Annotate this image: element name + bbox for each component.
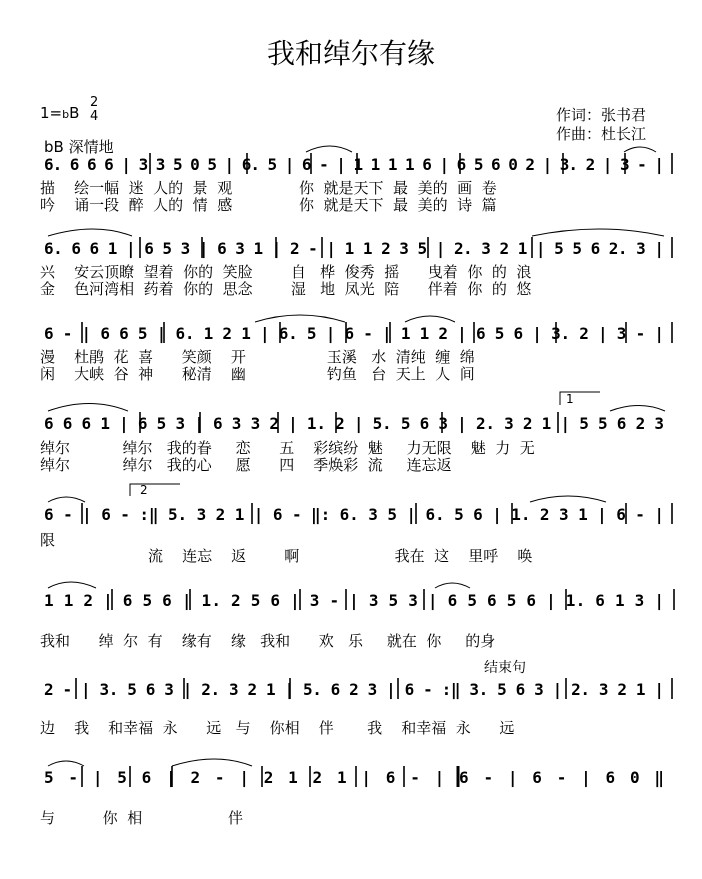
volta-1-label: 1 xyxy=(566,392,574,406)
lyric-line-4: 金 色河湾相 药着 你的 思念 湿 地 凤光 陪 伴着 你 的 悠 xyxy=(40,280,532,298)
lyric-line-1: 描 绘一幅 迷 人的 景 观 你 就是天下 最 美的 画 卷 xyxy=(40,179,497,197)
lyric-line-12: 边 我 和幸福 永 远 与 你相 伴 我 和幸福 永 远 xyxy=(40,719,515,737)
lyric-line-10: 流 连忘 返 啊 我在 这 里呼 唤 xyxy=(148,547,533,565)
time-denominator: 4 xyxy=(90,109,99,124)
lyric-line-2: 吟 诵一段 醉 人的 情 感 你 就是天下 最 美的 诗 篇 xyxy=(40,196,497,214)
lyric-line-11: 我和 绰 尔 有 缘有 缘 我和 欢 乐 就在 你 的身 xyxy=(40,632,496,650)
staff-row-2: 6. 6 6 1 | 6 5 3 | 6 3 1 | 2 - | 1 1 2 3 5 | 2. 3 2 1 | 5 5 6 2. 3 | xyxy=(44,239,664,258)
lyric-line-9: 限 xyxy=(40,531,56,549)
key-flat: b xyxy=(62,108,70,121)
lyric-line-7: 绰尔 绰尔 我的眷 恋 五 彩缤纷 魅 力无限 魅 力 无 xyxy=(40,439,535,457)
lyricist-credit: 作词：张书君 xyxy=(556,106,647,124)
staff-row-1: 6. 6 6 6 | 3 3 5 0 5 | 6. 5 | 6 - | 1 1 1 1 6 | 6 5 6 0 2 | 3. 2 | 3 - | xyxy=(44,155,664,174)
staff-row-5: 6 - | 6 - :‖ 5. 3 2 1 | 6 - ‖: 6. 3 5 | 6. 5 6 | 1. 2 3 1 | 6 - | xyxy=(44,505,664,524)
tempo-marking: bB 深情地 xyxy=(44,138,114,156)
lyric-line-13: 与 你 相 伴 xyxy=(40,809,244,827)
staff-row-4: 6 6 6 1 | 6 5 3 | 6 3 3 2 | 1. 2 | 5. 5 6 3 | 2. 3 2 1 | 5 5 6 2 3 xyxy=(44,414,664,433)
volta-2-label: 2 xyxy=(140,483,148,497)
page-title: 我和绰尔有缘 xyxy=(266,37,435,70)
key-prefix: 1= xyxy=(40,104,63,122)
composer-credit: 作曲：杜长江 xyxy=(556,125,647,143)
lyric-line-8: 绰尔 绰尔 我的心 愿 四 季焕彩 流 连忘返 xyxy=(40,456,452,474)
lyric-line-6: 闲 大峡 谷 神 秘清 幽 钓鱼 台 天上 人 间 xyxy=(40,365,475,383)
staff-row-3: 6 - | 6 6 5 | 6. 1 2 1 | 6. 5 | 6 - | 1 1 2 | 6 5 6 | 3. 2 | 3 - | xyxy=(44,324,664,343)
staff-row-7: 2 - | 3. 5 6 3 | 2. 3 2 1 | 5. 6 2 3 | 6 - :‖ 3. 5 6 3 | 2. 3 2 1 | xyxy=(44,680,664,699)
ending-label: 结束句 xyxy=(484,660,526,676)
key-note: B xyxy=(69,104,80,122)
staff-row-6: 1 1 2 | 6 5 6 | 1. 2 5 6 | 3 - | 3 5 3 | 6 5 6 5 6 | 1. 6 1 3 | xyxy=(44,591,664,610)
lyric-line-3: 兴 安云顶瞭 望着 你的 笑脸 自 桦 俊秀 摇 曳着 你 的 浪 xyxy=(40,263,532,281)
lyric-line-5: 漫 杜鹃 花 喜 笑颜 开 玉溪 水 清纯 缠 绵 xyxy=(40,348,475,366)
time-numerator: 2 xyxy=(90,95,99,110)
staff-row-8: 5 - | 5 6 | 2 - | 2 1 2 1 | 6 - | 6 - | 6 - | 6 0 ‖ xyxy=(44,768,664,787)
